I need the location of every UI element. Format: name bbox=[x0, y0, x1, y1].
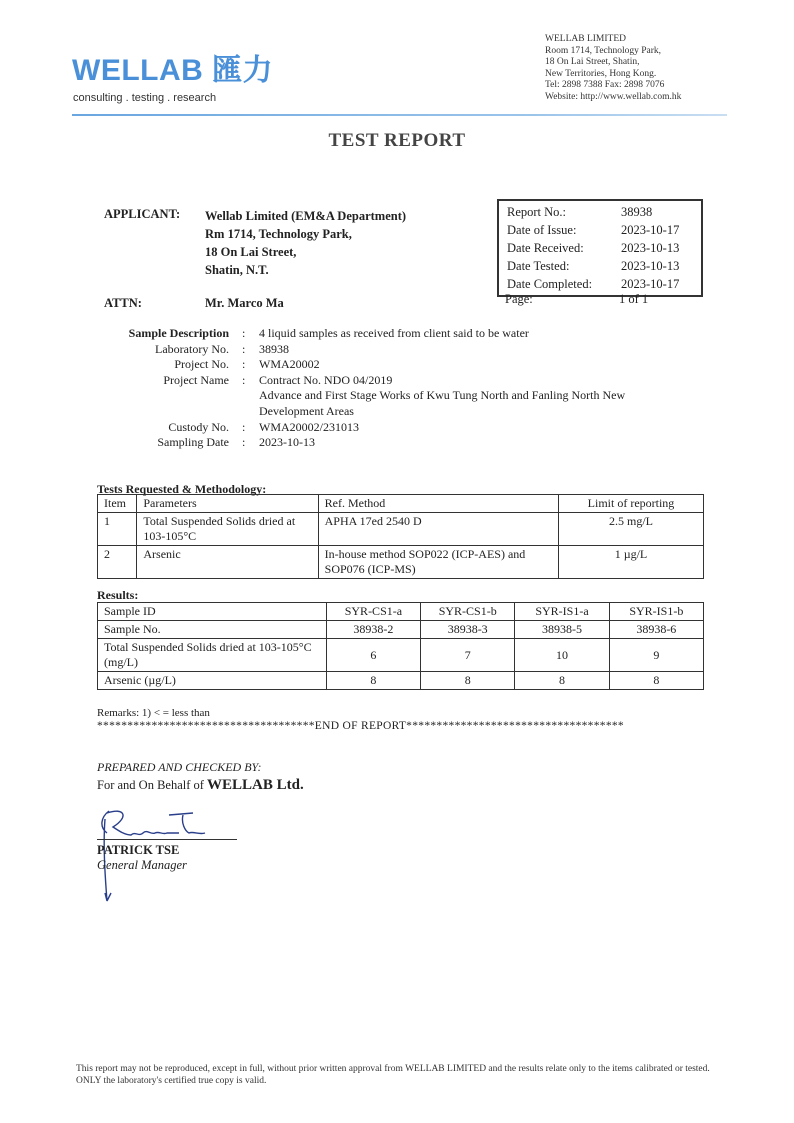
sample-row bbox=[104, 342, 704, 358]
sample-row bbox=[104, 404, 704, 420]
tests-table bbox=[97, 494, 704, 579]
result-cell: 38938-5 bbox=[515, 621, 609, 639]
result-cell: 38938-6 bbox=[609, 621, 703, 639]
company-line: 18 On Lai Street, Shatin, bbox=[545, 57, 640, 67]
result-cell: 10 bbox=[515, 639, 609, 672]
table-row bbox=[98, 546, 704, 579]
results-table bbox=[97, 602, 704, 690]
sample-row bbox=[104, 388, 704, 404]
table-row bbox=[98, 513, 704, 546]
applicant-line: 18 On Lai Street, bbox=[205, 245, 297, 259]
table-header-row bbox=[98, 495, 704, 513]
sample-key: Sample Description bbox=[128, 326, 229, 340]
colon: : bbox=[242, 435, 246, 450]
result-cell: 38938-3 bbox=[421, 621, 515, 639]
company-address-block bbox=[545, 34, 681, 103]
attn-value: Mr. Marco Ma bbox=[205, 296, 284, 310]
limit-cell: 1 µg/L bbox=[558, 546, 703, 579]
company-line: Room 1714, Technology Park, bbox=[545, 45, 662, 56]
sample-key: Project No. bbox=[174, 357, 229, 372]
result-cell: SYR-IS1-a bbox=[515, 603, 609, 621]
page-value: 1 of 1 bbox=[619, 292, 649, 306]
row-label: Sample No. bbox=[98, 621, 327, 639]
item-cell: 1 bbox=[98, 513, 137, 546]
signer-position: General Manager bbox=[97, 858, 187, 872]
result-cell: 7 bbox=[421, 639, 515, 672]
result-cell: 8 bbox=[609, 672, 703, 690]
result-cell: 6 bbox=[326, 639, 420, 672]
row-label: Total Suspended Solids dried at 103-105°C (mg/L) bbox=[98, 639, 327, 672]
sample-row bbox=[104, 435, 704, 451]
report-info-box bbox=[497, 199, 703, 297]
signature-line bbox=[97, 839, 237, 840]
sample-value: Contract No. NDO 04/2019 bbox=[259, 372, 393, 387]
tests-section-title: Tests Requested & Methodology: bbox=[97, 482, 267, 496]
colon: : bbox=[242, 419, 246, 434]
logo-chinese-text: 匯力 bbox=[212, 54, 274, 87]
header-divider bbox=[72, 114, 727, 116]
logo-tagline: consulting . testing . research bbox=[73, 92, 217, 104]
on-behalf-line bbox=[97, 777, 304, 794]
result-cell: 8 bbox=[421, 672, 515, 690]
method-cell: APHA 17ed 2540 D bbox=[318, 513, 558, 546]
company-logo bbox=[72, 56, 273, 86]
logo-text: WELLAB bbox=[72, 54, 204, 87]
sample-value: WMA20002/231013 bbox=[259, 419, 359, 434]
sample-key: Laboratory No. bbox=[155, 341, 229, 356]
result-cell: SYR-IS1-b bbox=[609, 603, 703, 621]
report-info-key: Date Completed: bbox=[507, 277, 593, 291]
item-cell: 2 bbox=[98, 546, 137, 579]
results-section-title: Results: bbox=[97, 588, 139, 602]
page-label: Page: bbox=[505, 292, 533, 306]
sample-value: 4 liquid samples as received from client said to be water bbox=[259, 326, 529, 340]
report-info-key: Date Tested: bbox=[507, 259, 570, 273]
report-info-key: Date Received: bbox=[507, 241, 584, 255]
parameter-cell: Arsenic bbox=[137, 546, 318, 579]
table-row bbox=[98, 672, 704, 690]
attn-label: ATTN: bbox=[104, 296, 142, 310]
result-cell: SYR-CS1-a bbox=[326, 603, 420, 621]
colon: : bbox=[242, 326, 246, 340]
result-cell: SYR-CS1-b bbox=[421, 603, 515, 621]
table-row bbox=[98, 639, 704, 672]
sample-row bbox=[104, 326, 704, 342]
behalf-company: WELLAB Ltd. bbox=[207, 777, 304, 793]
company-line: Tel: 2898 7388 Fax: 2898 7076 bbox=[545, 80, 665, 90]
sample-value: 38938 bbox=[259, 341, 289, 356]
column-header: Item bbox=[98, 495, 137, 513]
report-info-key: Report No.: bbox=[507, 205, 567, 219]
report-info-value: 2023-10-17 bbox=[621, 277, 680, 291]
column-header: Limit of reporting bbox=[558, 495, 703, 513]
result-cell: 8 bbox=[326, 672, 420, 690]
report-info-value: 38938 bbox=[621, 205, 653, 219]
sample-description bbox=[104, 326, 704, 451]
column-header: Ref. Method bbox=[318, 495, 558, 513]
company-line: WELLAB LIMITED bbox=[545, 34, 626, 44]
table-row bbox=[98, 603, 704, 621]
report-info-value: 2023-10-13 bbox=[621, 259, 680, 273]
colon: : bbox=[242, 372, 246, 387]
sample-key: Project Name bbox=[163, 372, 229, 387]
applicant-label: APPLICANT: bbox=[104, 207, 181, 221]
report-info-key: Date of Issue: bbox=[507, 223, 577, 237]
sample-value: Advance and First Stage Works of Kwu Tung North and Fanling North New bbox=[259, 388, 626, 403]
signer-name: PATRICK TSE bbox=[97, 843, 180, 857]
prepared-by-label: PREPARED AND CHECKED BY: bbox=[97, 760, 262, 774]
result-cell: 9 bbox=[609, 639, 703, 672]
result-cell: 38938-2 bbox=[326, 621, 420, 639]
applicant-address bbox=[205, 207, 406, 279]
report-info-value: 2023-10-17 bbox=[621, 223, 680, 237]
end-of-report: ************************************END OF REPORT************************************ bbox=[97, 720, 624, 732]
applicant-line: Rm 1714, Technology Park, bbox=[205, 227, 352, 241]
limit-cell: 2.5 mg/L bbox=[558, 513, 703, 546]
behalf-prefix: For and On Behalf of bbox=[97, 778, 208, 792]
colon: : bbox=[242, 357, 246, 372]
sample-key: Custody No. bbox=[168, 419, 229, 434]
sample-value: Development Areas bbox=[259, 403, 354, 418]
footer-disclaimer: This report may not be reproduced, except in full, without prior written approval from WELLAB LIMITED and the results relate only to the items calibrated or tested. ONLY the laboratory's certified true copy is valid. bbox=[76, 1064, 710, 1086]
applicant-line: Shatin, N.T. bbox=[205, 263, 269, 277]
column-header: Parameters bbox=[137, 495, 318, 513]
method-cell: In-house method SOP022 (ICP-AES) and SOP076 (ICP-MS) bbox=[318, 546, 558, 579]
sample-row bbox=[104, 420, 704, 436]
sample-row bbox=[104, 357, 704, 373]
sample-row bbox=[104, 373, 704, 389]
colon: : bbox=[242, 341, 246, 356]
company-line: New Territories, Hong Kong. bbox=[545, 68, 657, 79]
sample-value: 2023-10-13 bbox=[259, 435, 315, 450]
remarks: Remarks: 1) < = less than bbox=[97, 707, 210, 719]
company-line: Website: http://www.wellab.com.hk bbox=[545, 91, 682, 102]
applicant-line: Wellab Limited (EM&A Department) bbox=[205, 209, 407, 223]
row-label: Arsenic (µg/L) bbox=[98, 672, 327, 690]
parameter-cell: Total Suspended Solids dried at 103-105°C bbox=[137, 513, 318, 546]
table-row bbox=[98, 621, 704, 639]
sample-value: WMA20002 bbox=[259, 357, 320, 372]
page-title: TEST REPORT bbox=[328, 130, 466, 151]
report-info-value: 2023-10-13 bbox=[621, 241, 680, 255]
row-label: Sample ID bbox=[98, 603, 327, 621]
sample-key: Sampling Date bbox=[157, 435, 229, 450]
result-cell: 8 bbox=[515, 672, 609, 690]
